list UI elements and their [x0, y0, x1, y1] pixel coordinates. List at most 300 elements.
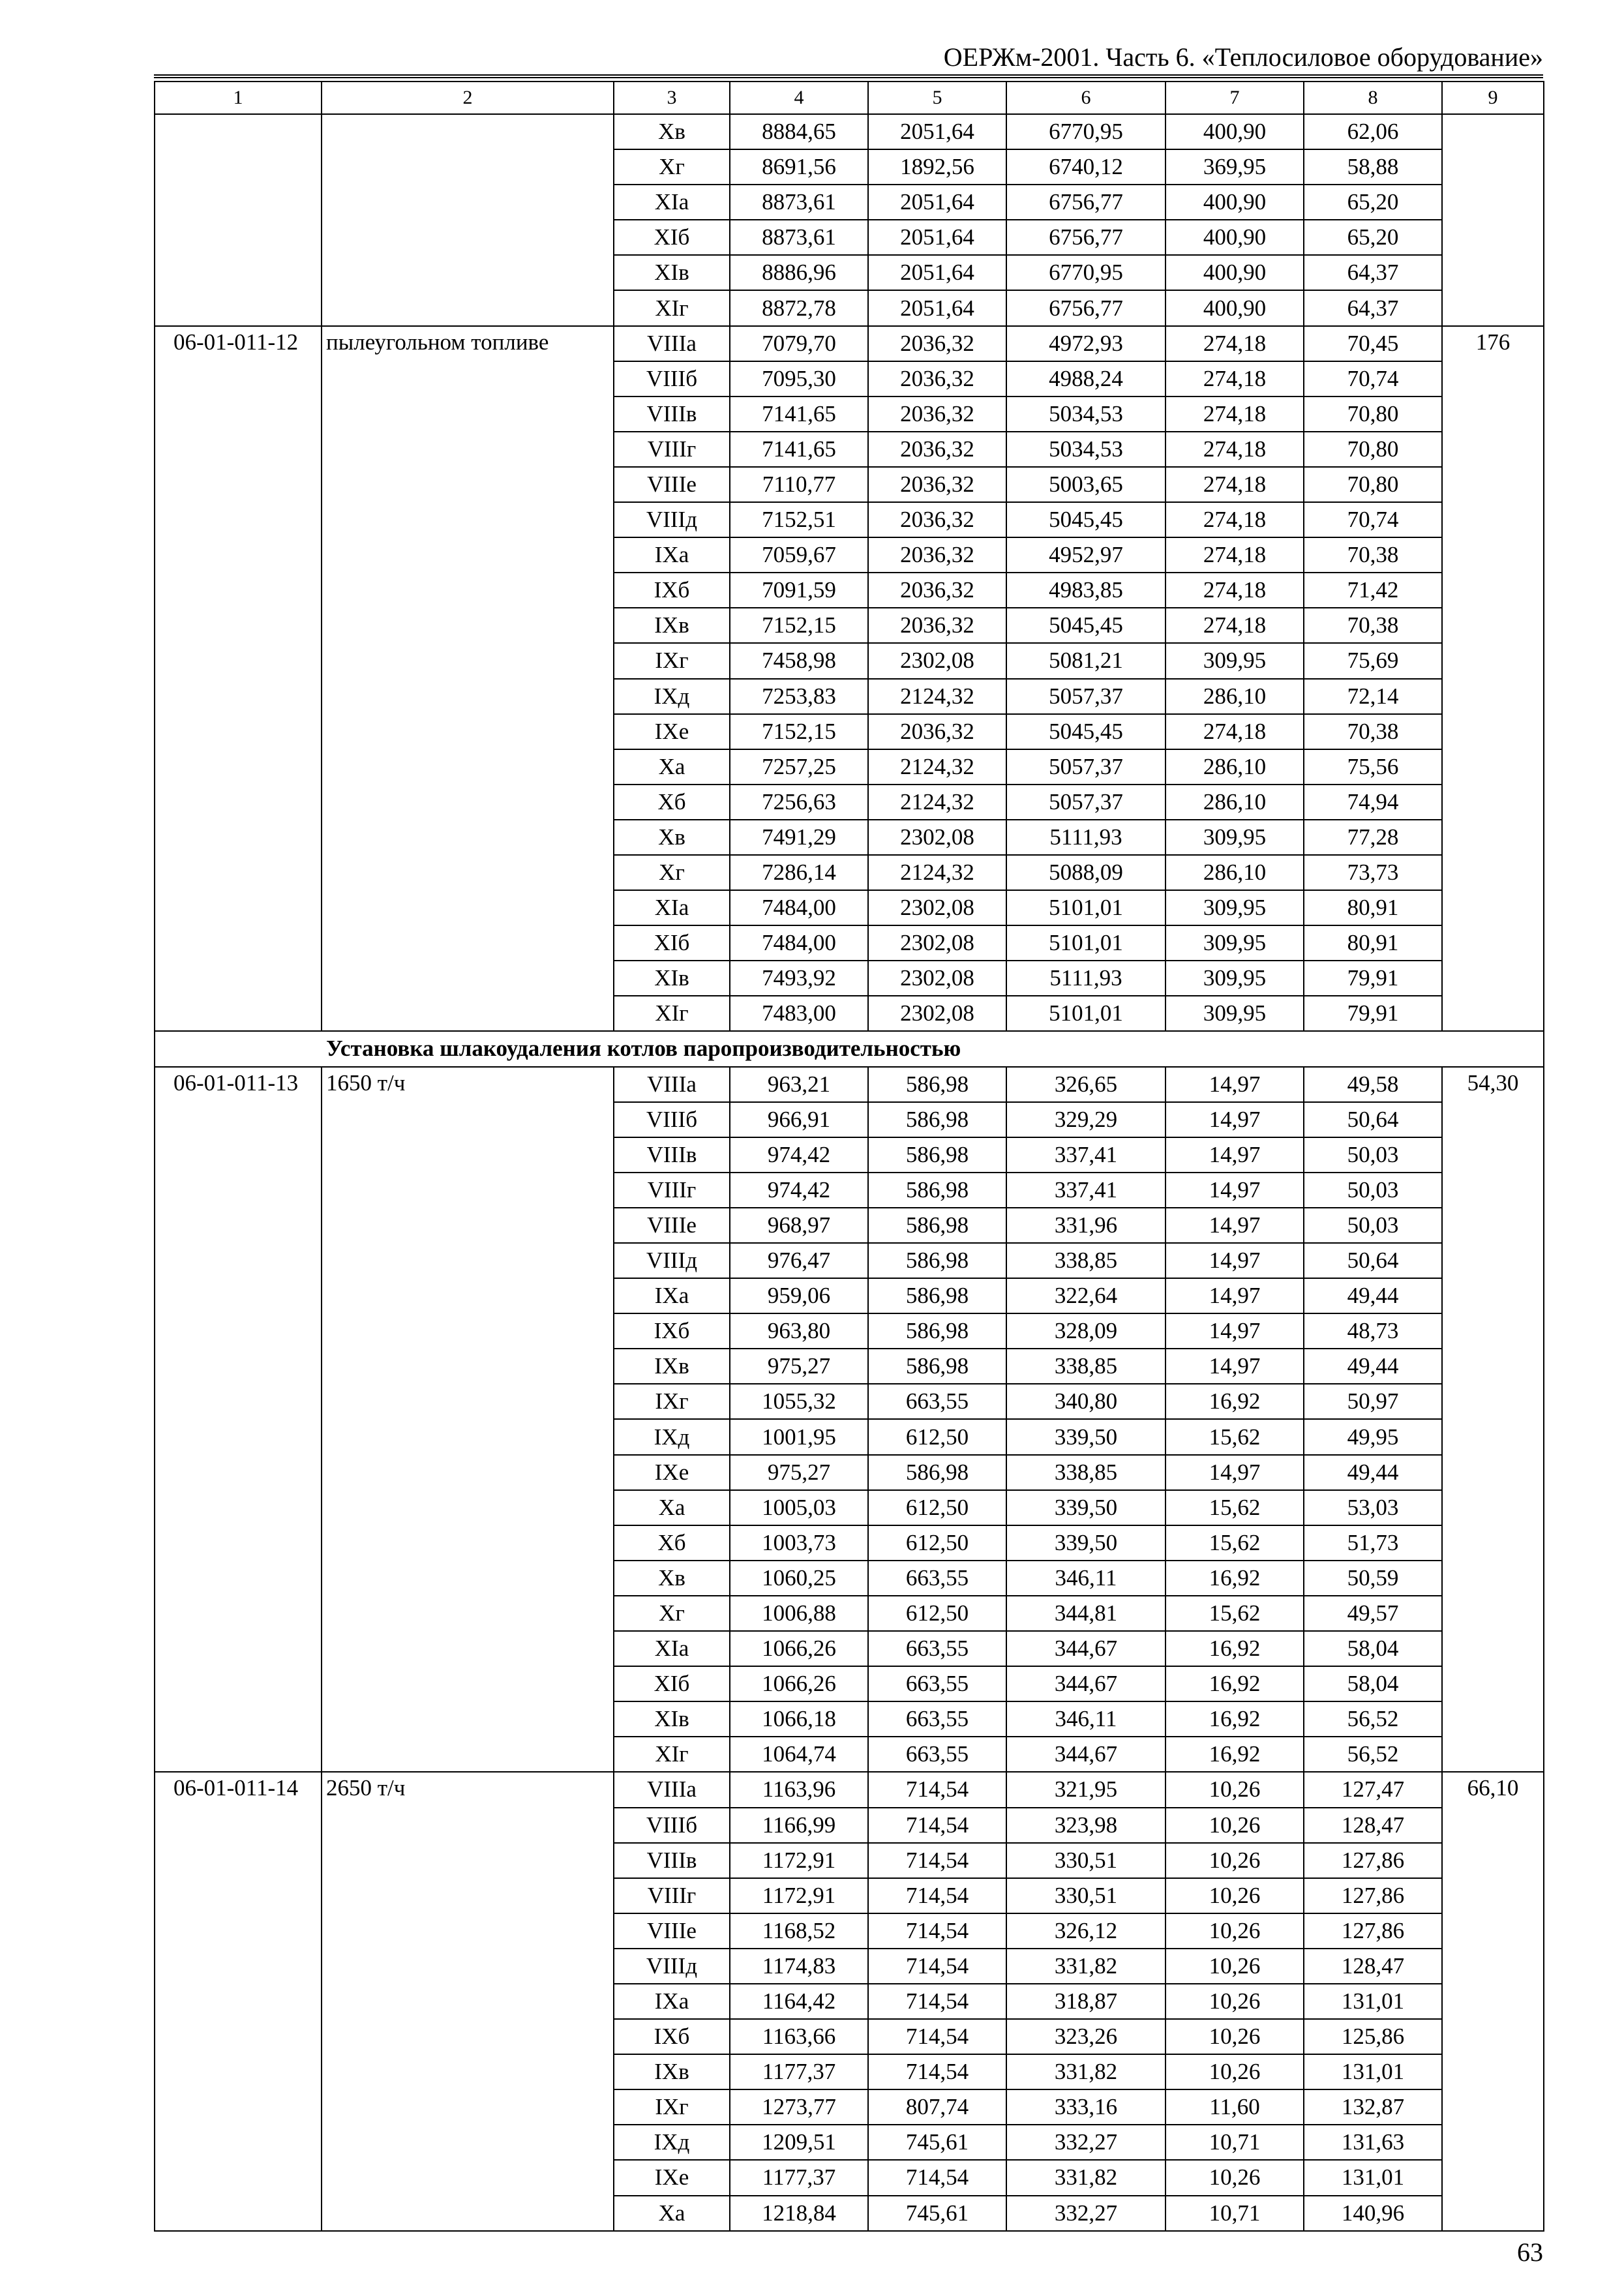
wages-cell: 2124,32	[868, 855, 1006, 890]
materials-cell: 70,74	[1304, 502, 1442, 537]
total-cost-cell: 974,42	[730, 1137, 868, 1173]
operator-wages-cell: 14,97	[1165, 1173, 1304, 1208]
zone-cell: Xг	[614, 149, 730, 185]
machines-cell: 338,85	[1006, 1243, 1165, 1278]
operator-wages-cell: 309,95	[1165, 820, 1304, 855]
machines-cell: 339,50	[1006, 1419, 1165, 1454]
table-row	[155, 1067, 1544, 1102]
zone-cell: Xв	[614, 1561, 730, 1596]
machines-cell: 5111,93	[1006, 961, 1165, 996]
wages-cell: 612,50	[868, 1525, 1006, 1561]
wages-cell: 2036,32	[868, 326, 1006, 361]
total-cost-cell: 7256,63	[730, 785, 868, 820]
operator-wages-cell: 274,18	[1165, 396, 1304, 432]
zone-cell: VIIIд	[614, 1243, 730, 1278]
materials-cell: 70,38	[1304, 714, 1442, 749]
total-cost-cell: 1164,42	[730, 1984, 868, 2019]
rate-description: 2650 т/ч	[322, 1772, 614, 2230]
materials-cell: 49,58	[1304, 1067, 1442, 1102]
total-cost-cell: 7458,98	[730, 643, 868, 678]
total-cost-cell: 8884,65	[730, 114, 868, 149]
zone-cell: IXв	[614, 1349, 730, 1384]
machines-cell: 331,96	[1006, 1208, 1165, 1243]
operator-wages-cell: 16,92	[1165, 1737, 1304, 1772]
wages-cell: 586,98	[868, 1278, 1006, 1313]
price-table	[154, 81, 1544, 2232]
zone-cell: XIг	[614, 290, 730, 325]
column-number: 9	[1442, 82, 1544, 114]
materials-cell: 49,44	[1304, 1455, 1442, 1490]
wages-cell: 714,54	[868, 2054, 1006, 2089]
page-number: 63	[1517, 2237, 1543, 2267]
labor-cost-cell: 176	[1442, 326, 1544, 1032]
wages-cell: 586,98	[868, 1208, 1006, 1243]
materials-cell: 70,80	[1304, 432, 1442, 467]
operator-wages-cell: 16,92	[1165, 1384, 1304, 1419]
operator-wages-cell: 400,90	[1165, 255, 1304, 290]
total-cost-cell: 963,80	[730, 1313, 868, 1349]
wages-cell: 663,55	[868, 1631, 1006, 1666]
rate-description: пылеугольном топливе	[322, 326, 614, 1032]
operator-wages-cell: 10,26	[1165, 2054, 1304, 2089]
total-cost-cell: 1066,26	[730, 1631, 868, 1666]
machines-cell: 318,87	[1006, 1984, 1165, 2019]
operator-wages-cell: 14,97	[1165, 1102, 1304, 1137]
materials-cell: 50,03	[1304, 1173, 1442, 1208]
operator-wages-cell: 14,97	[1165, 1278, 1304, 1313]
operator-wages-cell: 14,97	[1165, 1349, 1304, 1384]
column-number-row	[155, 82, 1544, 114]
operator-wages-cell: 10,26	[1165, 1843, 1304, 1878]
wages-cell: 612,50	[868, 1419, 1006, 1454]
rate-description: 1650 т/ч	[322, 1067, 614, 1773]
total-cost-cell: 7152,15	[730, 608, 868, 643]
table-row	[155, 1772, 1544, 1807]
total-cost-cell: 1218,84	[730, 2196, 868, 2231]
zone-cell: XIа	[614, 185, 730, 220]
total-cost-cell: 1168,52	[730, 1913, 868, 1949]
total-cost-cell: 8873,61	[730, 185, 868, 220]
machines-cell: 344,67	[1006, 1737, 1165, 1772]
total-cost-cell: 8886,96	[730, 255, 868, 290]
total-cost-cell: 7483,00	[730, 996, 868, 1031]
zone-cell: Xг	[614, 1596, 730, 1631]
materials-cell: 50,03	[1304, 1208, 1442, 1243]
total-cost-cell: 1001,95	[730, 1419, 868, 1454]
machines-cell: 5081,21	[1006, 643, 1165, 678]
machines-cell: 5101,01	[1006, 890, 1165, 925]
machines-cell: 331,82	[1006, 1949, 1165, 1984]
total-cost-cell: 975,27	[730, 1455, 868, 1490]
zone-cell: VIIIе	[614, 467, 730, 502]
materials-cell: 56,52	[1304, 1701, 1442, 1737]
zone-cell: IXв	[614, 608, 730, 643]
machines-cell: 6740,12	[1006, 149, 1165, 185]
zone-cell: XIг	[614, 996, 730, 1031]
total-cost-cell: 976,47	[730, 1243, 868, 1278]
materials-cell: 79,91	[1304, 996, 1442, 1031]
materials-cell: 65,20	[1304, 220, 1442, 255]
materials-cell: 50,59	[1304, 1561, 1442, 1596]
machines-cell: 344,81	[1006, 1596, 1165, 1631]
operator-wages-cell: 16,92	[1165, 1631, 1304, 1666]
operator-wages-cell: 309,95	[1165, 961, 1304, 996]
rate-description	[322, 114, 614, 326]
materials-cell: 70,38	[1304, 537, 1442, 573]
materials-cell: 48,73	[1304, 1313, 1442, 1349]
operator-wages-cell: 10,71	[1165, 2196, 1304, 2231]
zone-cell: Xб	[614, 785, 730, 820]
total-cost-cell: 1163,96	[730, 1772, 868, 1807]
operator-wages-cell: 14,97	[1165, 1067, 1304, 1102]
total-cost-cell: 7484,00	[730, 890, 868, 925]
zone-cell: XIб	[614, 220, 730, 255]
zone-cell: IXе	[614, 714, 730, 749]
total-cost-cell: 7059,67	[730, 537, 868, 573]
zone-cell: IXг	[614, 2089, 730, 2125]
machines-cell: 326,65	[1006, 1067, 1165, 1102]
operator-wages-cell: 10,26	[1165, 1772, 1304, 1807]
operator-wages-cell: 15,62	[1165, 1596, 1304, 1631]
materials-cell: 75,69	[1304, 643, 1442, 678]
total-cost-cell: 7493,92	[730, 961, 868, 996]
operator-wages-cell: 14,97	[1165, 1455, 1304, 1490]
wages-cell: 586,98	[868, 1313, 1006, 1349]
zone-cell: XIв	[614, 961, 730, 996]
document-title: ОЕРЖм-2001. Часть 6. «Теплосиловое оборудование»	[943, 42, 1543, 72]
machines-cell: 4983,85	[1006, 573, 1165, 608]
total-cost-cell: 7286,14	[730, 855, 868, 890]
materials-cell: 131,01	[1304, 1984, 1442, 2019]
total-cost-cell: 1174,83	[730, 1949, 868, 1984]
zone-cell: VIIIа	[614, 1067, 730, 1102]
total-cost-cell: 8873,61	[730, 220, 868, 255]
total-cost-cell: 8872,78	[730, 290, 868, 325]
operator-wages-cell: 10,26	[1165, 2160, 1304, 2195]
zone-cell: XIв	[614, 1701, 730, 1737]
total-cost-cell: 1166,99	[730, 1808, 868, 1843]
column-number: 6	[1006, 82, 1165, 114]
machines-cell: 331,82	[1006, 2054, 1165, 2089]
machines-cell: 346,11	[1006, 1561, 1165, 1596]
zone-cell: XIа	[614, 1631, 730, 1666]
materials-cell: 77,28	[1304, 820, 1442, 855]
zone-cell: XIг	[614, 1737, 730, 1772]
total-cost-cell: 1066,26	[730, 1666, 868, 1701]
operator-wages-cell: 274,18	[1165, 361, 1304, 396]
materials-cell: 127,47	[1304, 1772, 1442, 1807]
wages-cell: 586,98	[868, 1349, 1006, 1384]
total-cost-cell: 7095,30	[730, 361, 868, 396]
rate-code: 06-01-011-14	[155, 1772, 322, 2230]
total-cost-cell: 7491,29	[730, 820, 868, 855]
total-cost-cell: 1209,51	[730, 2125, 868, 2160]
zone-cell: Xа	[614, 749, 730, 785]
zone-cell: XIб	[614, 925, 730, 961]
materials-cell: 132,87	[1304, 2089, 1442, 2125]
total-cost-cell: 974,42	[730, 1173, 868, 1208]
labor-cost-cell: 66,10	[1442, 1772, 1544, 2230]
total-cost-cell: 7257,25	[730, 749, 868, 785]
machines-cell: 322,64	[1006, 1278, 1165, 1313]
operator-wages-cell: 10,26	[1165, 2019, 1304, 2054]
machines-cell: 5088,09	[1006, 855, 1165, 890]
zone-cell: VIIIв	[614, 396, 730, 432]
zone-cell: Xб	[614, 1525, 730, 1561]
operator-wages-cell: 15,62	[1165, 1419, 1304, 1454]
zone-cell: IXд	[614, 679, 730, 714]
operator-wages-cell: 15,62	[1165, 1525, 1304, 1561]
wages-cell: 2036,32	[868, 467, 1006, 502]
wages-cell: 714,54	[868, 1772, 1006, 1807]
materials-cell: 49,44	[1304, 1278, 1442, 1313]
machines-cell: 338,85	[1006, 1349, 1165, 1384]
wages-cell: 714,54	[868, 1808, 1006, 1843]
zone-cell: VIIIб	[614, 361, 730, 396]
total-cost-cell: 1060,25	[730, 1561, 868, 1596]
operator-wages-cell: 400,90	[1165, 290, 1304, 325]
materials-cell: 131,01	[1304, 2160, 1442, 2195]
wages-cell: 807,74	[868, 2089, 1006, 2125]
machines-cell: 329,29	[1006, 1102, 1165, 1137]
operator-wages-cell: 16,92	[1165, 1701, 1304, 1737]
operator-wages-cell: 10,26	[1165, 1949, 1304, 1984]
total-cost-cell: 8691,56	[730, 149, 868, 185]
operator-wages-cell: 274,18	[1165, 467, 1304, 502]
wages-cell: 586,98	[868, 1173, 1006, 1208]
wages-cell: 2124,32	[868, 785, 1006, 820]
zone-cell: VIIIб	[614, 1808, 730, 1843]
zone-cell: IXб	[614, 1313, 730, 1349]
wages-cell: 2302,08	[868, 996, 1006, 1031]
zone-cell: VIIIг	[614, 1878, 730, 1913]
zone-cell: VIIIа	[614, 1772, 730, 1807]
machines-cell: 331,82	[1006, 2160, 1165, 2195]
materials-cell: 74,94	[1304, 785, 1442, 820]
section-header-row	[155, 1031, 1544, 1066]
total-cost-cell: 7091,59	[730, 573, 868, 608]
total-cost-cell: 1273,77	[730, 2089, 868, 2125]
machines-cell: 5045,45	[1006, 608, 1165, 643]
wages-cell: 714,54	[868, 1913, 1006, 1949]
materials-cell: 70,45	[1304, 326, 1442, 361]
wages-cell: 745,61	[868, 2196, 1006, 2231]
zone-cell: VIIIа	[614, 326, 730, 361]
materials-cell: 131,01	[1304, 2054, 1442, 2089]
wages-cell: 612,50	[868, 1596, 1006, 1631]
total-cost-cell: 7484,00	[730, 925, 868, 961]
materials-cell: 53,03	[1304, 1490, 1442, 1525]
wages-cell: 2036,32	[868, 608, 1006, 643]
column-number: 2	[322, 82, 614, 114]
machines-cell: 339,50	[1006, 1490, 1165, 1525]
materials-cell: 128,47	[1304, 1808, 1442, 1843]
zone-cell: IXе	[614, 2160, 730, 2195]
operator-wages-cell: 309,95	[1165, 643, 1304, 678]
total-cost-cell: 7110,77	[730, 467, 868, 502]
zone-cell: Xв	[614, 820, 730, 855]
operator-wages-cell: 309,95	[1165, 996, 1304, 1031]
machines-cell: 5057,37	[1006, 749, 1165, 785]
zone-cell: VIIIе	[614, 1913, 730, 1949]
materials-cell: 58,88	[1304, 149, 1442, 185]
rate-code: 06-01-011-13	[155, 1067, 322, 1773]
wages-cell: 663,55	[868, 1666, 1006, 1701]
wages-cell: 586,98	[868, 1455, 1006, 1490]
operator-wages-cell: 400,90	[1165, 185, 1304, 220]
machines-cell: 5101,01	[1006, 996, 1165, 1031]
wages-cell: 714,54	[868, 1949, 1006, 1984]
total-cost-cell: 1177,37	[730, 2054, 868, 2089]
machines-cell: 6770,95	[1006, 114, 1165, 149]
machines-cell: 330,51	[1006, 1878, 1165, 1913]
operator-wages-cell: 286,10	[1165, 749, 1304, 785]
zone-cell: Xа	[614, 1490, 730, 1525]
machines-cell: 323,98	[1006, 1808, 1165, 1843]
machines-cell: 5003,65	[1006, 467, 1165, 502]
wages-cell: 714,54	[868, 1878, 1006, 1913]
operator-wages-cell: 274,18	[1165, 608, 1304, 643]
operator-wages-cell: 400,90	[1165, 114, 1304, 149]
total-cost-cell: 1005,03	[730, 1490, 868, 1525]
operator-wages-cell: 14,97	[1165, 1243, 1304, 1278]
materials-cell: 131,63	[1304, 2125, 1442, 2160]
materials-cell: 125,86	[1304, 2019, 1442, 2054]
zone-cell: VIIIг	[614, 432, 730, 467]
operator-wages-cell: 309,95	[1165, 925, 1304, 961]
machines-cell: 328,09	[1006, 1313, 1165, 1349]
machines-cell: 5057,37	[1006, 785, 1165, 820]
total-cost-cell: 7152,15	[730, 714, 868, 749]
operator-wages-cell: 286,10	[1165, 785, 1304, 820]
wages-cell: 586,98	[868, 1137, 1006, 1173]
zone-cell: IXе	[614, 1455, 730, 1490]
machines-cell: 321,95	[1006, 1772, 1165, 1807]
materials-cell: 70,74	[1304, 361, 1442, 396]
materials-cell: 50,64	[1304, 1102, 1442, 1137]
zone-cell: VIIIд	[614, 1949, 730, 1984]
zone-cell: VIIIб	[614, 1102, 730, 1137]
materials-cell: 75,56	[1304, 749, 1442, 785]
wages-cell: 2302,08	[868, 961, 1006, 996]
materials-cell: 56,52	[1304, 1737, 1442, 1772]
machines-cell: 5034,53	[1006, 396, 1165, 432]
total-cost-cell: 1172,91	[730, 1878, 868, 1913]
operator-wages-cell: 14,97	[1165, 1137, 1304, 1173]
machines-cell: 323,26	[1006, 2019, 1165, 2054]
zone-cell: Xв	[614, 114, 730, 149]
wages-cell: 1892,56	[868, 149, 1006, 185]
total-cost-cell: 959,06	[730, 1278, 868, 1313]
operator-wages-cell: 11,60	[1165, 2089, 1304, 2125]
zone-cell: IXв	[614, 2054, 730, 2089]
wages-cell: 745,61	[868, 2125, 1006, 2160]
materials-cell: 140,96	[1304, 2196, 1442, 2231]
wages-cell: 714,54	[868, 2160, 1006, 2195]
zone-cell: XIв	[614, 255, 730, 290]
total-cost-cell: 7141,65	[730, 396, 868, 432]
machines-cell: 330,51	[1006, 1843, 1165, 1878]
materials-cell: 70,38	[1304, 608, 1442, 643]
materials-cell: 58,04	[1304, 1631, 1442, 1666]
total-cost-cell: 7141,65	[730, 432, 868, 467]
section-title: Установка шлакоудаления котлов паропроизводительностью	[155, 1031, 1544, 1066]
materials-cell: 62,06	[1304, 114, 1442, 149]
wages-cell: 714,54	[868, 1843, 1006, 1878]
total-cost-cell: 1003,73	[730, 1525, 868, 1561]
materials-cell: 73,73	[1304, 855, 1442, 890]
wages-cell: 2051,64	[868, 114, 1006, 149]
operator-wages-cell: 274,18	[1165, 502, 1304, 537]
zone-cell: XIа	[614, 890, 730, 925]
machines-cell: 326,12	[1006, 1913, 1165, 1949]
total-cost-cell: 1172,91	[730, 1843, 868, 1878]
materials-cell: 64,37	[1304, 290, 1442, 325]
wages-cell: 2036,32	[868, 714, 1006, 749]
machines-cell: 6756,77	[1006, 185, 1165, 220]
operator-wages-cell: 286,10	[1165, 679, 1304, 714]
zone-cell: IXд	[614, 2125, 730, 2160]
operator-wages-cell: 274,18	[1165, 432, 1304, 467]
operator-wages-cell: 10,26	[1165, 1808, 1304, 1843]
wages-cell: 2051,64	[868, 185, 1006, 220]
wages-cell: 2124,32	[868, 749, 1006, 785]
machines-cell: 346,11	[1006, 1701, 1165, 1737]
zone-cell: IXг	[614, 643, 730, 678]
operator-wages-cell: 10,26	[1165, 1913, 1304, 1949]
total-cost-cell: 1006,88	[730, 1596, 868, 1631]
materials-cell: 58,04	[1304, 1666, 1442, 1701]
wages-cell: 2051,64	[868, 255, 1006, 290]
operator-wages-cell: 16,92	[1165, 1561, 1304, 1596]
table-row	[155, 326, 1544, 361]
machines-cell: 344,67	[1006, 1666, 1165, 1701]
zone-cell: VIIIд	[614, 502, 730, 537]
machines-cell: 332,27	[1006, 2196, 1165, 2231]
wages-cell: 586,98	[868, 1243, 1006, 1278]
wages-cell: 663,55	[868, 1561, 1006, 1596]
total-cost-cell: 966,91	[730, 1102, 868, 1137]
operator-wages-cell: 10,71	[1165, 2125, 1304, 2160]
wages-cell: 2036,32	[868, 396, 1006, 432]
zone-cell: VIIIв	[614, 1843, 730, 1878]
wages-cell: 2036,32	[868, 502, 1006, 537]
zone-cell: VIIIв	[614, 1137, 730, 1173]
materials-cell: 49,95	[1304, 1419, 1442, 1454]
materials-cell: 70,80	[1304, 467, 1442, 502]
wages-cell: 2302,08	[868, 643, 1006, 678]
page-header	[154, 40, 1543, 78]
wages-cell: 2051,64	[868, 220, 1006, 255]
materials-cell: 127,86	[1304, 1878, 1442, 1913]
column-number: 7	[1165, 82, 1304, 114]
wages-cell: 586,98	[868, 1067, 1006, 1102]
total-cost-cell: 7152,51	[730, 502, 868, 537]
operator-wages-cell: 274,18	[1165, 537, 1304, 573]
total-cost-cell: 1064,74	[730, 1737, 868, 1772]
column-number: 3	[614, 82, 730, 114]
wages-cell: 663,55	[868, 1701, 1006, 1737]
total-cost-cell: 7253,83	[730, 679, 868, 714]
wages-cell: 714,54	[868, 2019, 1006, 2054]
materials-cell: 51,73	[1304, 1525, 1442, 1561]
machines-cell: 5045,45	[1006, 502, 1165, 537]
labor-cost-cell	[1442, 114, 1544, 326]
operator-wages-cell: 14,97	[1165, 1313, 1304, 1349]
wages-cell: 2036,32	[868, 432, 1006, 467]
zone-cell: IXд	[614, 1419, 730, 1454]
total-cost-cell: 1055,32	[730, 1384, 868, 1419]
